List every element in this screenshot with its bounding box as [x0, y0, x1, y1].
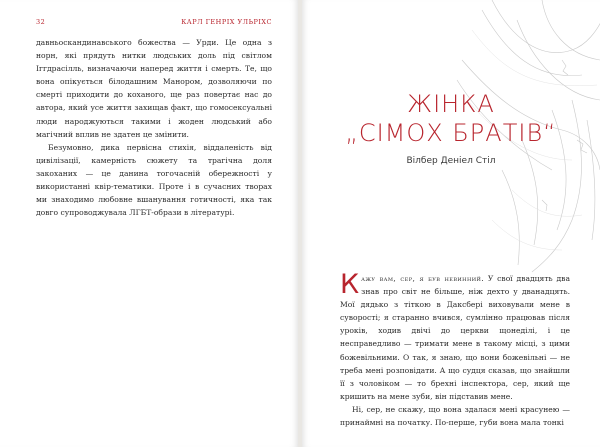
right-paragraph-1-text: У свої двадцять два знав про світ не більше, ніж дехто у дванадцять. Мої дядько з тіткою в Даксбері виховували мене в суворості; я старанно вчився, сумлінно працював після уроків, ходив двічі до церкви щонеділі, і це несправедливо — тримати мене в такому місці, з цими божевільними. О так, я знаю, що вони божевільні — не треба мені розповідати. А що судця сказав, що знайшли її з чоловіком — то брехні інспектора, сер, який ще кришить на мене зуби, він підставив мене. [340, 274, 570, 401]
header-author: КАРЛ ГЕНРІХ УЛЬРІХС [181, 18, 272, 26]
right-paragraph-1 [340, 269, 570, 403]
left-page [0, 0, 298, 447]
opening-smallcaps: ажу вам, сер, я був невинний. [361, 274, 485, 283]
page-number: 32 [36, 18, 46, 26]
right-paragraph-2: Ні, сер, не скажу, що вона здалася мені красунею — принаймні на початку. По-перше, губи вона мала тонкі [340, 404, 570, 428]
left-body-text [36, 36, 272, 219]
story-title [302, 90, 600, 148]
story-title-line-2: „СІМОХ БРАТІВ“ [345, 119, 557, 147]
story-author: Вілбер Деніел Стіл [406, 156, 496, 166]
left-paragraph-2: Безумовно, дика первісна стихія, віддаленість від цивілізації, камерність сюжету та трагічна доля закоханих — це данина тогочасній обережності у використанні квір-тематики. Проте і в сучасних творах ми знаходимо любовне вшанування готичності, яка так довго супроводжувала ЛГБТ-образи в літературі. [36, 142, 272, 218]
left-paragraph-1: давньоскандинавського божества — Урди. Це одна з норн, які прядуть нитки людських доль під світлом Іггдрасілль, визначаючи наперед життя і смерть. Те, що вона опікується білодашним Манором, дозволяючи по смерті приходити до коханого, ще раз повертає нас до автора, який усе життя захищав факт, що гомосексуальні люди народжуються такими і жоден людський або магічний вплив не здатен це змінити. [36, 38, 272, 139]
story-title-line-1: ЖІНКА [407, 90, 495, 118]
right-page [302, 0, 600, 447]
right-body-text [340, 269, 570, 429]
drop-cap: К [340, 269, 360, 300]
